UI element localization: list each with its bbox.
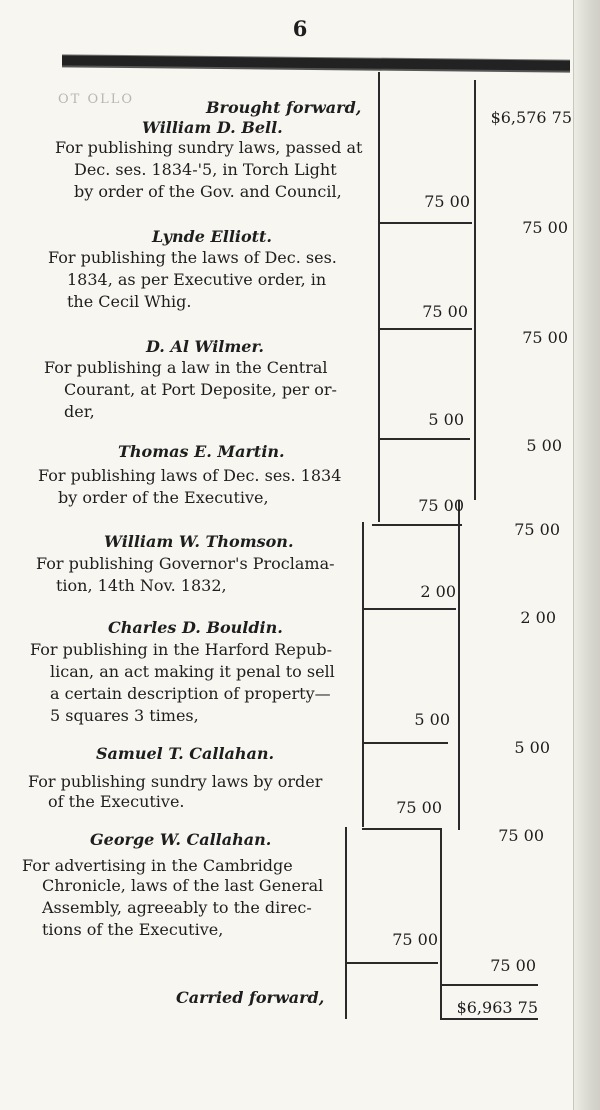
entry-total: 75 00 [522, 328, 568, 347]
entry-name: D. Al Wilmer. [146, 337, 264, 356]
entry-description-line: For publishing sundry laws by order [28, 772, 323, 791]
page-edge-shadow [573, 0, 600, 1110]
entry-description-line: the Cecil Whig. [67, 292, 192, 311]
amount-rule [380, 328, 472, 330]
entry-description-line: For publishing Governor's Proclama- [36, 554, 335, 573]
total-column-left-rule-lower [458, 500, 460, 830]
total-rule [442, 984, 538, 986]
entry-name: William D. Bell. [142, 118, 283, 137]
entry-description-line: Dec. ses. 1834-'5, in Torch Light [74, 160, 337, 179]
entry-amount: 2 00 [420, 582, 456, 601]
entry-amount: 75 00 [422, 302, 468, 321]
total-bottom-rule [442, 1018, 538, 1020]
entry-description-line: tion, 14th Nov. 1832, [56, 576, 227, 595]
entry-description-line: tions of the Executive, [42, 920, 224, 939]
entry-description-line: of the Executive. [48, 792, 185, 811]
amount-rule [364, 608, 456, 610]
entry-description-line: Courant, at Port Deposite, per or- [64, 380, 337, 399]
entry-total: 75 00 [522, 218, 568, 237]
carried-forward-label: Carried forward, [176, 988, 325, 1007]
entry-description-line: Chronicle, laws of the last General [42, 876, 324, 895]
carried-forward-total: $6,963 75 [456, 998, 538, 1017]
entry-name: Charles D. Bouldin. [108, 618, 283, 637]
entry-total: 5 00 [514, 738, 550, 757]
brought-forward-label: Brought forward, [206, 98, 362, 117]
entry-description-line: For publishing the laws of Dec. ses. [48, 248, 337, 267]
entry-name: Lynde Elliott. [152, 227, 272, 246]
entry-total: 2 00 [520, 608, 556, 627]
entry-amount: 75 00 [418, 496, 464, 515]
entry-description-line: For publishing laws of Dec. ses. 1834 [38, 466, 342, 485]
amount-column-left-rule [378, 72, 380, 522]
entry-description-line: For publishing a law in the Central [44, 358, 328, 377]
page-number: 6 [292, 16, 308, 41]
amount-rule [346, 962, 438, 964]
entry-amount: 5 00 [428, 410, 464, 429]
header-rule [62, 55, 570, 70]
entry-description-line: 1834, as per Executive order, in [67, 270, 327, 289]
entry-total: 75 00 [514, 520, 560, 539]
amount-rule [372, 524, 462, 526]
amount-rule [380, 222, 472, 224]
total-column-left-rule [474, 80, 476, 500]
entry-description-line: For publishing in the Harford Repub- [30, 640, 333, 659]
entry-amount: 75 00 [396, 798, 442, 817]
amount-column-left-rule-lower [362, 522, 364, 827]
entry-total: 5 00 [526, 436, 562, 455]
total-column-left-rule-bottom [440, 830, 442, 1020]
entry-amount: 75 00 [392, 930, 438, 949]
entry-description-line: der, [64, 402, 95, 421]
entry-description-line: For publishing sundry laws, passed at [55, 138, 363, 157]
entry-total: 75 00 [498, 826, 544, 845]
entry-description-line: a certain description of property— [50, 684, 331, 703]
entry-description-line: Assembly, agreeably to the direc- [42, 898, 312, 917]
entry-description-line: For advertising in the Cambridge [22, 856, 293, 875]
header-faint-text: OT OLLO [58, 92, 135, 107]
entry-amount: 75 00 [424, 192, 470, 211]
entry-amount: 5 00 [414, 710, 450, 729]
amount-rule [362, 828, 442, 830]
entry-name: George W. Callahan. [90, 830, 272, 849]
brought-forward-total: $6,576 75 [490, 108, 572, 127]
entry-description-line: 5 squares 3 times, [50, 706, 199, 725]
entry-total: 75 00 [490, 956, 536, 975]
entry-description-line: lican, an act making it penal to sell [50, 662, 335, 681]
amount-rule [378, 438, 470, 440]
entry-description-line: by order of the Executive, [58, 488, 269, 507]
entry-name: William W. Thomson. [104, 532, 294, 551]
entry-name: Thomas E. Martin. [118, 442, 285, 461]
amount-rule [364, 742, 448, 744]
entry-name: Samuel T. Callahan. [96, 744, 275, 763]
amount-column-left-rule-bottom [345, 827, 347, 1019]
entry-description-line: by order of the Gov. and Council, [74, 182, 342, 201]
